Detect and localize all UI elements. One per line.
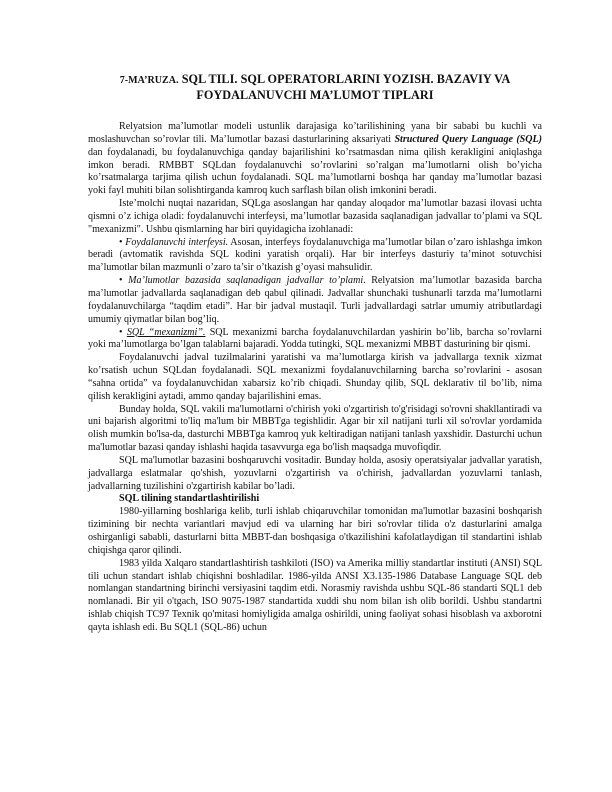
- lecture-number: 7-MA’RUZA.: [119, 75, 179, 86]
- section-heading: SQL tilining standartlashtirilishi: [119, 493, 260, 505]
- document-body: [88, 121, 542, 635]
- bullet-text: . Relyatsion ma’lumotlar bazasida barcha ma’lumotlar jadvallarda saqlanadigan deb qabul qilinadi. Jadvallar shunchaki tushunarli tarzda ma’lumotlarni foydalanuvchilarga “taqdim etadi”. Har bir jadval mustaqil. Turli jadvallardagi satrlar umumiy atributlardagi umumiy qiymatlar bilan bog’liq.: [88, 275, 542, 325]
- bullet-icon: •: [119, 275, 129, 287]
- bullet-text: Asosan, interfeys foydalanuvchiga ma’lumotlar bilan o’zaro ishlashga imkon beradi (avtomatik ravishda SQL kodini yaratish orqali). Har bir interfeys dasturiy ta’minot sotuvchisi ma’lumotlar bilan mazmunli o’zaro ta’sir o’tkazish g’oyasi mahsulidir.: [88, 236, 543, 274]
- bullet-term: Ma’lumotlar bazasida saqlanadigan jadvallar to’plami: [128, 275, 364, 287]
- paragraph-3: Foydalanuvchi jadval tuzilmalarini yaratishi va ma’lumotlarga kirish va jadvallarga texnik xizmat ko’rsatish uchun SQLdan foydalanadi. SQL mexanizmi foydalanuvchilarning barcha so’rovlarini - asosan “sahna ortida” va foydalanuvchidan xabarsiz ko’rib chiqadi. Shunday qilib, SQL deklarativ til bo’lib, nima qilish kerakligini aytadi, ammo qanday bajarilishini emas.: [88, 352, 542, 402]
- bullet-term: SQL “mexanizmi”.: [126, 326, 206, 338]
- sql-term: Structured Query Language (SQL): [394, 133, 542, 145]
- paragraph-1-start: Relyatsion ma’lumotlar modeli ustunlik darajasiga ko’tarilishining yana bir sababi bu kuchli va moslashuvchan so’rovlar tili. Ma’lumotlar bazasi dasturlarining aksariyati: [88, 121, 542, 145]
- bullet-sql-engine: [88, 327, 542, 353]
- paragraph-6: 1980-yillarning boshlariga kelib, turli ishlab chiqaruvchilar tomonidan ma'lumotlar bazasini boshqarish tizimining bir nechta variantlari mavjud edi va ularning har biri so'rovlar tilida o'z dasturlarini amalga oshirganligi sababli, dasturlarni bitta MBBT-dan boshqasiga o'tkazilishini kafolatlaydigan til standartini ishlab chiqishga qaror qilindi.: [88, 506, 542, 556]
- paragraph-1: [88, 121, 542, 198]
- paragraph-2: Iste’molchi nuqtai nazaridan, SQLga asoslangan har qanday aloqador ma’lumotlar bazasi ilovasi uchta qismni o’z ichiga oladi: foydalanuvchi interfeysi, ma’lumotlar bazasida saqlanadigan jadvallar to’plami va SQL "mexanizmi". Ushbu qismlarning har biri quyidagicha izohlanadi:: [88, 198, 542, 235]
- paragraph-7: 1983 yilda Xalqaro standartlashtirish tashkiloti (ISO) va Amerika milliy standartlar instituti (ANSI) SQL tili uchun standart ishlab chiqishni boshladilar. 1986-yilda ANSI X3.135-1986 Database Language SQL deb nomlangan standartning birinchi versiyasini taqdim etdi. Norasmiy ravishda ushbu SQL-86 standarti SQL1 deb nomlanadi. Bir yil o'tgach, ISO 9075-1987 standartida xuddi shu nom bilan ish olib borildi. Ushbu standartni ishlab chiqish TC97 Texnik qo'mitasi homiyligida amalga oshirildi, uning faoliyat sohasi hisoblash va axborotni qayta ishlash edi. Bu SQL1 (SQL-86) uchun: [88, 557, 542, 633]
- bullet-text: SQL mexanizmi barcha foydalanuvchilardan yashirin bo’lib, barcha so’rovlarni yoki ma’lumotlarga bo’lgan talablarni bajaradi. Yodda tutingki, SQL mexanizmi MBBT dasturining bir qismi.: [88, 326, 543, 351]
- paragraph-1-end: dan foydalanadi, bu foydalanuvchiga qanday bajarilishini ko’rsatmasdan nima qilish kerakligini aniqlashga imkon beradi. RMBBT SQLdan foydalanuvchi so’rovlarini so’ralgan ma’lumotlarni olish bo’yicha ko’rsatmalarga tarjima qilish uchun foydalanadi. SQL ma’lumotlarni boshqa har qanday ma’lumotlar bazasi yoki fayl muhiti bilan solishtirganda kamroq kuch sarflash bilan olish imkonini beradi.: [88, 146, 542, 197]
- bullet-user-interface: [88, 237, 542, 276]
- paragraph-5: SQL ma'lumotlar bazasini boshqaruvchi vositadir. Bunday holda, asosiy operatsiyalar jadvallar yaratish, jadvallarga eslatmalar qo'shish, yozuvlarni o'zgartirish va o'chirish, jadvallardan yozuvlarni tanlash, jadvallarning tuzilishini o'zgartirish kabilar bo’ladi.: [88, 454, 542, 492]
- bullet-icon: •: [119, 326, 127, 338]
- bullet-icon: •: [119, 236, 126, 248]
- paragraph-4: Bunday holda, SQL vakili ma'lumotlarni o'chirish yoki o'zgartirish to'g'risidagi so'rovni shakllantiradi va uni bajarish algoritmi to'liq ma'lum bir MBBTga tegishlidir. Agar bir xil natijani turli xil so'rovlar yordamida olish mumkin bo'lsa-da, dasturchi MBBTga kamroq yuk keltiradigan natijani tanlash yaxshidir. Dasturchi uchun ma'lumotlar bazasi qanday ishlashi haqida tasavvurga ega bo'lish maqsadga muvofiqdir.: [88, 403, 542, 454]
- lecture-title-text: SQL TILI. SQL OPERATORLARINI YOZISH. BAZAVIY VA FOYDALANUVCHI MA’LUMOT TIPLARI: [178, 72, 511, 102]
- bullet-tables: [88, 275, 542, 326]
- lecture-title: [88, 72, 542, 103]
- bullet-term: Foydalanuvchi interfeysi.: [125, 236, 229, 248]
